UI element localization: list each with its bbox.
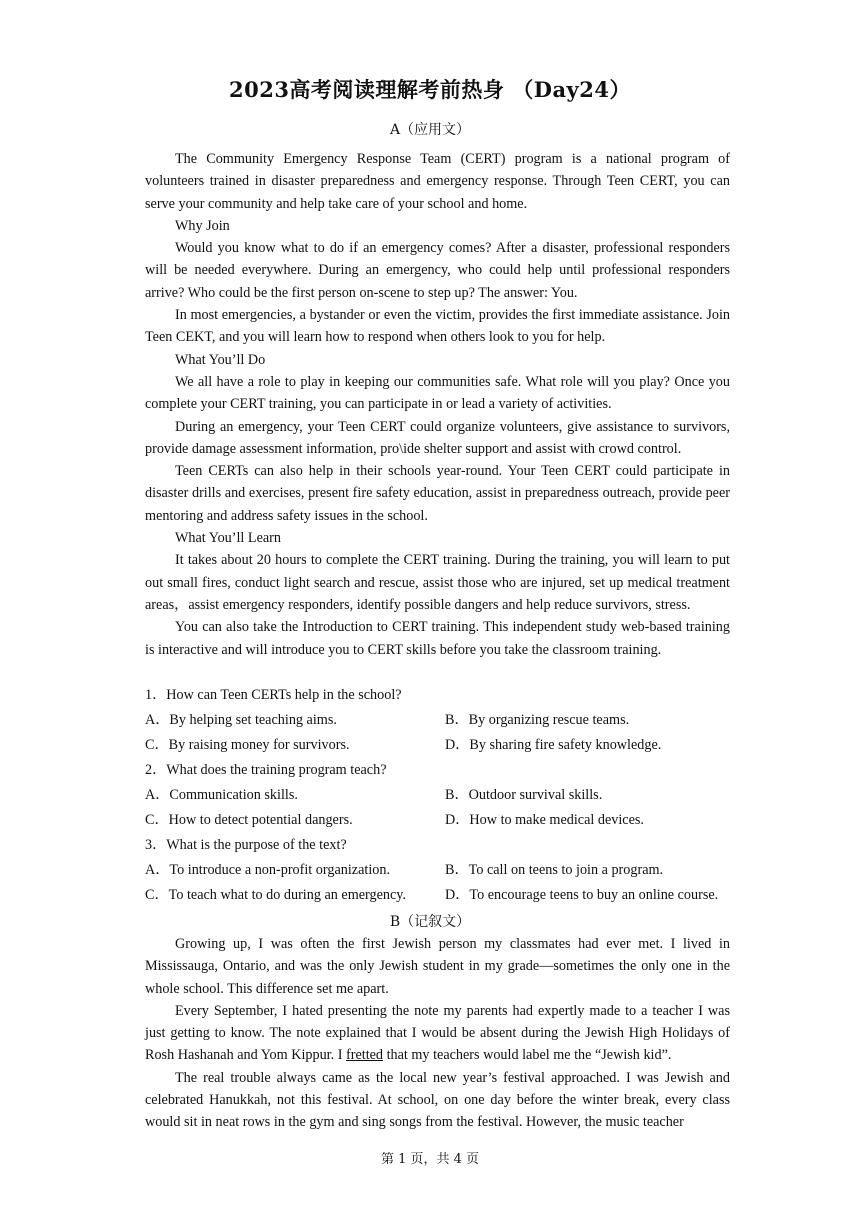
question-3-option-b: B．To call on teens to join a program. <box>445 862 664 878</box>
section-a-passage <box>145 148 730 661</box>
question-block <box>145 683 730 908</box>
question-3-stem: 3．What is the purpose of the text? <box>145 837 347 853</box>
passage-paragraph: Teen CERTs can also help in their schools year-round. Your Teen CERT could participate in disaster drills and exercises, present fire safety education, assist in preparedness outreach, provide peer mentoring and address safety issues in the school. <box>145 463 730 524</box>
passage-paragraph: The real trouble always came as the local new year’s festival approached. I was Jewish and celebrated Hanukkah, not this festival. At school, on one day before the winter break, every class would sit in neat rows in the gym and sing songs from the festival. However, the music teacher <box>145 1069 730 1131</box>
question-2-option-b: B．Outdoor survival skills. <box>445 787 603 803</box>
section-b-passage <box>145 933 730 1134</box>
question-1-option-d: D．By sharing fire safety knowledge. <box>445 737 662 753</box>
subheading-what-youll-learn: What You’ll Learn <box>175 530 281 547</box>
passage-paragraph: In most emergencies, a bystander or even the victim, provides the first immediate assistance. Join Teen CEKT, and you will learn how to respond when others look to you for help. <box>145 307 730 346</box>
question-2-option-c: C．How to detect potential dangers. <box>145 812 353 828</box>
passage-paragraph: We all have a role to play in keeping our communities safe. What role will you play? Once you complete your CERT training, you can participate in or lead a variety of activities. <box>145 373 730 413</box>
question-2-option-d: D．How to make medical devices. <box>445 812 644 828</box>
subheading-what-youll-do: What You’ll Do <box>175 351 266 368</box>
subheading-why-join: Why Join <box>175 217 230 234</box>
page-footer: 第 1 页，共 4 页 <box>380 1152 480 1167</box>
question-1-option-a: A．By helping set teaching aims. <box>145 712 337 728</box>
question-2-option-a: A．Communication skills. <box>145 787 298 803</box>
passage-paragraph: Would you know what to do if an emergency comes? After a disaster, professional responders will be needed everywhere. During an emergency, who could help until professional responders arrive? Who could be the first person on-scene to step up? The answer: You. <box>145 240 730 301</box>
question-3-option-a: A．To introduce a non-profit organization. <box>145 862 390 878</box>
question-3-option-d: D．To encourage teens to buy an online course. <box>445 887 719 903</box>
passage-paragraph <box>145 1000 730 1067</box>
passage-paragraph: Growing up, I was often the first Jewish person my classmates had ever met. I lived in Mississauga, Ontario, and was the only Jewish student in my grade—sometimes the only one in the whole school. This difference set me apart. <box>145 936 730 997</box>
document-title: 2023高考阅读理解考前热身 （Day24） <box>228 77 631 102</box>
paragraph-text: Every September, I hated presenting the note my parents had expertly made to a teacher I was just getting to know. The note explained that I would be absent during the Jewish High Holidays of Rosh Hashanah and Yom Kippur. I <box>145 1002 730 1064</box>
question-2-stem: 2．What does the training program teach? <box>145 762 387 778</box>
question-1-option-c: C．By raising money for survivors. <box>145 737 350 753</box>
section-a-heading: A（应用文） <box>389 122 471 138</box>
question-3-option-c: C．To teach what to do during an emergency. <box>145 887 407 903</box>
section-b-heading: B（记叙文） <box>389 914 471 930</box>
passage-paragraph: You can also take the Introduction to CERT training. This independent study web-based training is interactive and will introduce you to CERT skills before you take the classroom training. <box>145 619 730 658</box>
question-1-stem: 1．How can Teen CERTs help in the school? <box>145 687 402 703</box>
paragraph-text: that my teachers would label me the “Jewish kid”. <box>383 1047 672 1064</box>
passage-paragraph: During an emergency, your Teen CERT could organize volunteers, give assistance to survivors, provide damage assessment information, pro\ide shelter support and assist with crowd control. <box>145 418 730 457</box>
passage-paragraph: The Community Emergency Response Team (CERT) program is a national program of volunteers trained in disaster preparedness and emergency response. Through Teen CERT, you can serve your community and help take care of your school and home. <box>145 151 730 212</box>
question-1-option-b: B．By organizing rescue teams. <box>445 712 630 728</box>
passage-paragraph: It takes about 20 hours to complete the CERT training. During the training, you will learn to put out small fires, conduct light search and rescue, assist those who are injured, set up medical treatment areas，assist emergency responders, identify possible dangers and help reduce survivors, stress. <box>145 552 730 613</box>
underlined-word: fretted <box>346 1047 384 1064</box>
